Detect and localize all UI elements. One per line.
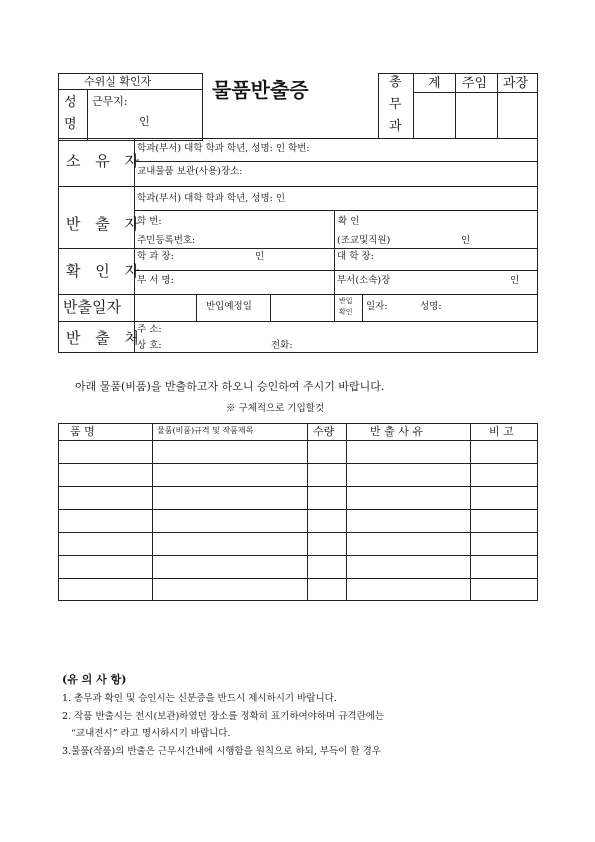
col-header-quantity: 수량 [313,425,335,438]
general-affairs-char-1: 총 [389,75,402,90]
office-head-seal: 인 [510,275,520,286]
name-label-1: 성 [64,95,77,110]
owner-line-1: 학과(부서) 대학 학과 학년, 성명: 인 학번: [137,143,310,154]
carrier-confirm: 확 인 [338,216,360,227]
carry-out-date-label: 반출일자 [63,298,121,316]
carrier-line-1: 학과(부서) 대학 학과 학년, 성명: 인 [137,193,286,204]
return-date-label: 반입예정일 [206,301,252,312]
carrier-seal: 인 [461,235,471,246]
col-header-reason: 반 출 사 유 [370,425,423,438]
approval-clerk: 계 [428,76,441,91]
notice-line-3: “교내전시” 라고 명시하시기 바랍니다. [62,728,231,739]
office-name-label: 부 서 명: [137,275,174,286]
name-label-2: 명 [64,117,77,132]
dept-head-seal: 인 [255,251,265,262]
carrier-resident-id: 주민등록번호: [137,235,196,246]
carrier-label: 반 출 자 [66,215,145,233]
guard-seal: 인 [139,115,150,128]
return-confirm-label-2: 확인 [339,308,353,316]
page-title: 물품반출증 [212,78,309,102]
return-confirm-name: 성명: [420,301,442,312]
col-header-spec: 물품(비품)규격 및 작품제목 [157,426,254,435]
return-confirm-label-1: 반입 [339,297,353,305]
owner-label: 소 유 자 [66,152,145,170]
notice-title: (유 의 사 항) [62,673,127,686]
destination-phone: 전화: [271,340,293,351]
workplace-label: 근무지: [92,95,128,108]
approval-chief: 주임 [462,76,488,91]
approval-manager: 과장 [503,76,529,91]
return-confirm-date: 일자: [366,301,388,312]
destination-address: 주 소: [137,324,162,335]
carrier-student-id: 학 번: [137,216,162,227]
notice-line-1: 1. 총무과 확인 및 승인시는 신분증을 반드시 제시하시기 바랍니다. [62,693,337,704]
carrier-ta-note: (조교및직원) [337,235,391,246]
fill-note: ※ 구체적으로 기입할것 [226,403,325,414]
general-affairs-char-3: 과 [389,119,402,134]
notice-line-2: 2. 작품 반출시는 전시(보관)하였던 장소를 정확히 표기하여야하며 규격란에는 [62,711,385,722]
verifier-label: 확 인 자 [66,262,145,280]
notice-line-4: 3.물품(작품)의 반출은 근무시간내에 시행함을 원칙으로 하되, 부득이 한 경우 [62,746,381,757]
col-header-item-name: 품 명 [70,425,95,438]
guard-check-label: 수위실 확인자 [84,75,152,88]
col-header-remarks: 비 고 [489,425,514,438]
general-affairs-char-2: 무 [389,97,402,112]
dept-head-label: 학 과 장: [137,251,174,262]
dean-label: 대 학 장: [337,251,374,262]
request-text: 아래 물품(비품)을 반출하고자 하오니 승인하여 주시기 바랍니다. [75,380,385,393]
owner-storage-location: 교내물품 보관(사용)장소: [137,166,243,177]
destination-label: 반 출 처 [66,329,145,347]
destination-company: 상 호: [137,340,162,351]
office-head-label: 부서(소속)장 [337,275,391,286]
